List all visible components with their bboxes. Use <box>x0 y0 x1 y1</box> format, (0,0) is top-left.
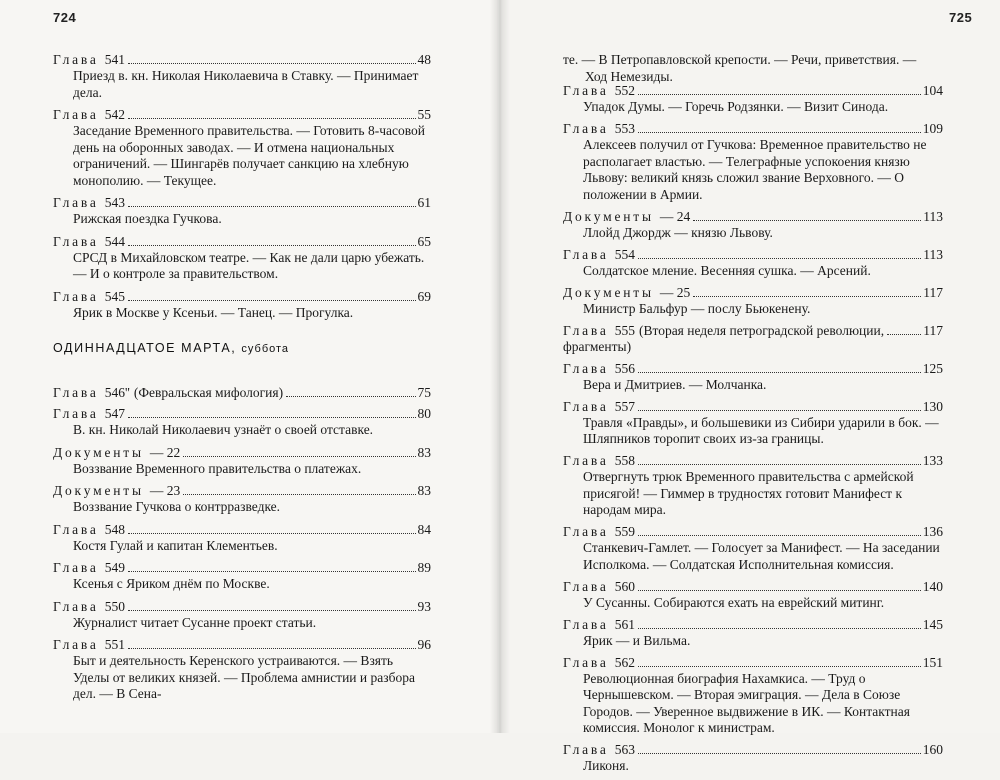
toc-entry <box>563 742 943 775</box>
entry-label: Глава <box>563 360 609 376</box>
toc-entry <box>563 361 943 394</box>
entry-label: Глава <box>53 52 99 67</box>
toc-entry-heading <box>53 289 431 304</box>
dot-leader <box>128 571 416 572</box>
toc-entry <box>563 453 943 519</box>
section-title-sub: суббота <box>241 343 290 355</box>
dot-leader <box>128 245 416 246</box>
dot-leader <box>638 258 921 259</box>
entry-label: Глава <box>563 616 609 632</box>
toc-entry <box>53 522 431 555</box>
entry-description: Заседание Временного правительства. — Готовить 8-часовой день на оборонных заводах. — И отмена национальных ограничений. — Шингарёв получает санкцию на хлебную монополию. — Текущее. <box>73 123 425 188</box>
dot-leader <box>128 533 416 534</box>
entry-description: Солдатское мление. Весенняя сушка. — Арсений. <box>583 262 871 278</box>
entry-number: 548 <box>104 521 125 537</box>
toc-list <box>53 52 431 327</box>
entry-title: (Вторая неделя петроградской революции, <box>638 322 885 338</box>
dot-leader <box>638 372 921 373</box>
dot-leader <box>128 610 416 611</box>
entry-description: Ксенья с Яриком днём по Москве. <box>73 576 270 591</box>
entry-number: — 25 <box>659 284 691 300</box>
entry-page-number: 55 <box>417 107 431 122</box>
toc-entry-heading <box>563 83 943 98</box>
entry-label: Глава <box>563 83 609 98</box>
entry-description: Рижская поездка Гучкова. <box>73 211 222 226</box>
entry-page-number: 83 <box>417 444 431 460</box>
entry-description: Упадок Думы. — Горечь Родзянки. — Визит Синода. <box>583 99 889 114</box>
toc-entry <box>53 445 431 478</box>
toc-entry <box>53 234 431 283</box>
toc-entry <box>563 247 943 280</box>
toc-entry <box>563 121 943 203</box>
toc-entry-heading <box>53 483 431 498</box>
toc-entry-heading <box>563 121 943 136</box>
toc-entry-heading <box>53 195 431 210</box>
section-title-main: ОДИННАДЦАТОЕ МАРТА, <box>53 341 237 355</box>
entry-number: 545 <box>104 288 125 304</box>
toc-entry-heading <box>53 406 431 421</box>
dot-leader <box>693 296 921 297</box>
entry-description: Травля «Правды», и большевики из Сибири ударили в бок. — Шляпников торопит своих из-за границы. <box>583 414 939 446</box>
entry-description: Алексеев получил от Гучкова: Временное правительство не располагает властью. — Телеграфные успокоения князю Львову: великий князь сложил звание Верховного. — О положении в Армии. <box>583 137 927 202</box>
entry-label: Глава <box>563 654 609 670</box>
dot-leader <box>638 464 921 465</box>
entry-number: 542 <box>104 107 125 122</box>
entry-page-number: 117 <box>923 284 943 300</box>
entry-page-number: 89 <box>417 560 431 575</box>
entry-page-number: 130 <box>922 398 943 414</box>
entry-page-number: 61 <box>417 195 431 210</box>
entry-description: СРСД в Михайловском театре. — Как не дали царю убежать. — И о контроле за правительством. <box>73 249 425 281</box>
toc-entry <box>53 637 431 703</box>
entry-description: Костя Гулай и капитан Клементьев. <box>73 537 278 553</box>
entry-page-number: 140 <box>922 578 943 594</box>
toc-entry-heading <box>563 323 943 338</box>
book-gutter <box>490 0 510 733</box>
entry-label: Глава <box>53 195 99 210</box>
entry-page-number: 65 <box>417 233 431 249</box>
entry-title: (Февральская мифология) <box>133 385 284 400</box>
entry-number: — 22 <box>149 444 181 460</box>
entry-number: 546'' <box>104 385 130 400</box>
entry-label: Глава <box>53 560 99 575</box>
toc-entry-heading <box>563 247 943 262</box>
entry-description: Воззвание Временного правительства о платежах. <box>73 460 362 476</box>
entry-label: Глава <box>53 598 99 614</box>
entry-number: 558 <box>614 453 635 468</box>
right-page <box>503 0 1000 773</box>
entry-page-number: 136 <box>922 524 943 539</box>
toc-entry <box>53 107 431 189</box>
entry-number: 560 <box>614 578 635 594</box>
entry-label: Документы <box>53 483 144 498</box>
dot-leader <box>128 417 416 418</box>
entry-description: Ликоня. <box>583 758 629 773</box>
entry-number: 547 <box>104 406 125 421</box>
toc-entry <box>53 289 431 322</box>
entry-number: 541 <box>104 52 125 67</box>
entry-page-number: 83 <box>417 483 431 498</box>
dot-leader <box>638 535 921 536</box>
entry-number: 551 <box>104 637 125 652</box>
dot-leader <box>887 334 921 335</box>
entry-page-number: 125 <box>922 360 943 376</box>
entry-description: В. кн. Николай Николаевич узнаёт о своей отставке. <box>73 422 374 437</box>
entry-number: 543 <box>104 195 125 210</box>
toc-list <box>563 83 943 780</box>
entry-label: Глава <box>563 742 609 757</box>
entry-page-number: 113 <box>923 208 943 224</box>
entry-label: Документы <box>563 284 654 300</box>
entry-label: Глава <box>53 637 99 652</box>
toc-entry <box>53 483 431 516</box>
entry-description: Ллойд Джордж — князю Львову. <box>583 224 773 240</box>
entry-page-number: 48 <box>417 52 431 67</box>
entry-description: Отвергнуть трюк Временного правительства с армейской присягой! — Гиммер в трудностях готовит Манифест к народам мира. <box>583 469 914 517</box>
toc-entry <box>53 560 431 593</box>
entry-label: Глава <box>563 578 609 594</box>
entry-number: 549 <box>104 560 125 575</box>
dot-leader <box>638 666 921 667</box>
dot-leader <box>183 494 415 495</box>
toc-entry <box>53 406 431 439</box>
entry-description: Быт и деятельность Керенского устраиваются. — Взять Уделы от великих князей. — Проблема амнистии и разбора дел. — В Сена- <box>73 653 415 701</box>
entry-label: Глава <box>563 322 609 338</box>
entry-page-number: 160 <box>922 742 943 757</box>
entry-label: Глава <box>53 107 99 122</box>
dot-leader <box>638 410 921 411</box>
dot-leader <box>638 753 921 754</box>
left-page <box>0 0 497 733</box>
entry-page-number: 109 <box>922 121 943 136</box>
entry-page-number: 133 <box>922 453 943 468</box>
entry-label: Глава <box>563 453 609 468</box>
toc-entry-heading <box>53 445 431 460</box>
toc-entry-heading <box>53 560 431 575</box>
entry-description: Ярик в Москве у Ксеньи. — Танец. — Прогулка. <box>73 304 354 320</box>
entry-number: — 23 <box>149 483 181 498</box>
entry-label: Документы <box>563 208 654 224</box>
toc-entry-heading <box>563 579 943 594</box>
toc-entry-heading <box>563 209 943 224</box>
toc-entry-heading <box>563 617 943 632</box>
entry-label: Глава <box>53 288 99 304</box>
entry-label: Глава <box>563 246 609 262</box>
entry-label: Глава <box>563 121 609 136</box>
entry-number: 562 <box>614 654 635 670</box>
toc-entry <box>563 655 943 737</box>
entry-number: 544 <box>104 233 125 249</box>
entry-page-number: 151 <box>922 654 943 670</box>
entry-page-number: 96 <box>417 637 431 652</box>
entry-number: — 24 <box>659 208 691 224</box>
dot-leader <box>128 648 416 649</box>
entry-label: Глава <box>53 521 99 537</box>
entry-page-number: 145 <box>922 616 943 632</box>
section-title <box>53 341 289 355</box>
entry-label: Глава <box>563 524 609 539</box>
toc-entry <box>53 52 431 101</box>
dot-leader <box>128 63 416 64</box>
dot-leader <box>693 220 921 221</box>
entry-page-number: 113 <box>923 246 943 262</box>
entry-number: 554 <box>614 246 635 262</box>
entry-number: 561 <box>614 616 635 632</box>
toc-entry <box>563 617 943 650</box>
toc-entry-heading <box>563 655 943 670</box>
entry-description: Ярик — и Вильма. <box>583 632 691 648</box>
toc-entry <box>53 195 431 228</box>
toc-entry-heading <box>563 399 943 414</box>
toc-entry-heading <box>563 361 943 376</box>
entry-label: Глава <box>53 406 99 421</box>
continued-description <box>563 52 943 85</box>
entry-number: 557 <box>614 398 635 414</box>
toc-entry <box>563 209 943 242</box>
toc-entry-heading <box>53 385 431 400</box>
page-number: 725 <box>949 10 973 25</box>
toc-entry-heading <box>53 234 431 249</box>
toc-entry-heading <box>53 52 431 67</box>
dot-leader <box>128 118 416 119</box>
entry-page-number: 93 <box>417 598 431 614</box>
entry-label: Глава <box>563 398 609 414</box>
entry-number: 553 <box>614 121 635 136</box>
dot-leader <box>128 300 416 301</box>
continued-line: те. — В Петропавловской крепости. — Речи, приветствия. — <box>563 52 917 67</box>
entry-description: Журналист читает Сусанне проект статьи. <box>73 614 317 630</box>
dot-leader <box>638 628 921 629</box>
dot-leader <box>183 456 415 457</box>
entry-description: Революционная биография Нахамкиса. — Труд о Чернышевском. — Вторая эмиграция. — Дела в Союзе Городов. — Уверенное выдвижение в ИК. — Контактная комиссия. Монолог к министрам. <box>583 670 910 735</box>
entry-page-number: 84 <box>417 521 431 537</box>
entry-page-number: 80 <box>417 406 431 421</box>
entry-label: Документы <box>53 444 144 460</box>
toc-list <box>53 385 431 709</box>
toc-entry <box>53 385 431 400</box>
entry-number: 552 <box>614 83 635 98</box>
entry-number: 559 <box>614 524 635 539</box>
entry-description: У Сусанны. Собираются ехать на еврейский митинг. <box>583 594 885 610</box>
toc-entry <box>53 599 431 632</box>
dot-leader <box>638 94 921 95</box>
entry-number: 555 <box>614 322 635 338</box>
toc-entry-heading <box>563 285 943 300</box>
entry-label: Глава <box>53 233 99 249</box>
toc-entry <box>563 579 943 612</box>
toc-entry <box>563 399 943 448</box>
toc-entry <box>563 285 943 318</box>
entry-number: 556 <box>614 360 635 376</box>
dot-leader <box>286 396 415 397</box>
entry-description: Министр Бальфур — послу Бьюкенену. <box>583 300 811 316</box>
entry-description: Станкевич-Гамлет. — Голосует за Манифест. — На заседании Исполкома. — Солдатская Исполнительная комиссия. <box>583 540 940 572</box>
toc-entry <box>563 323 943 356</box>
entry-description: фрагменты) <box>563 338 632 354</box>
entry-page-number: 104 <box>922 83 943 98</box>
toc-entry-heading <box>53 637 431 652</box>
dot-leader <box>638 132 921 133</box>
entry-description: Вера и Дмитриев. — Молчанка. <box>583 376 767 392</box>
dot-leader <box>128 206 416 207</box>
continued-line: Ход Немезиды. <box>585 68 673 84</box>
toc-entry <box>563 83 943 116</box>
toc-entry-heading <box>53 107 431 122</box>
dot-leader <box>638 590 921 591</box>
entry-description: Воззвание Гучкова о контрразведке. <box>73 499 281 514</box>
toc-entry <box>563 524 943 573</box>
toc-entry-heading <box>53 522 431 537</box>
entry-number: 563 <box>614 742 635 757</box>
entry-label: Глава <box>53 385 99 400</box>
entry-page-number: 69 <box>417 288 431 304</box>
toc-entry-heading <box>563 453 943 468</box>
entry-page-number: 117 <box>923 322 943 338</box>
entry-number: 550 <box>104 598 125 614</box>
toc-entry-heading <box>563 742 943 757</box>
page-number: 724 <box>53 10 77 25</box>
toc-entry-heading <box>563 524 943 539</box>
entry-description: Приезд в. кн. Николая Николаевича в Ставку. — Принимает дела. <box>73 68 419 100</box>
entry-page-number: 75 <box>417 385 431 400</box>
toc-entry-heading <box>53 599 431 614</box>
